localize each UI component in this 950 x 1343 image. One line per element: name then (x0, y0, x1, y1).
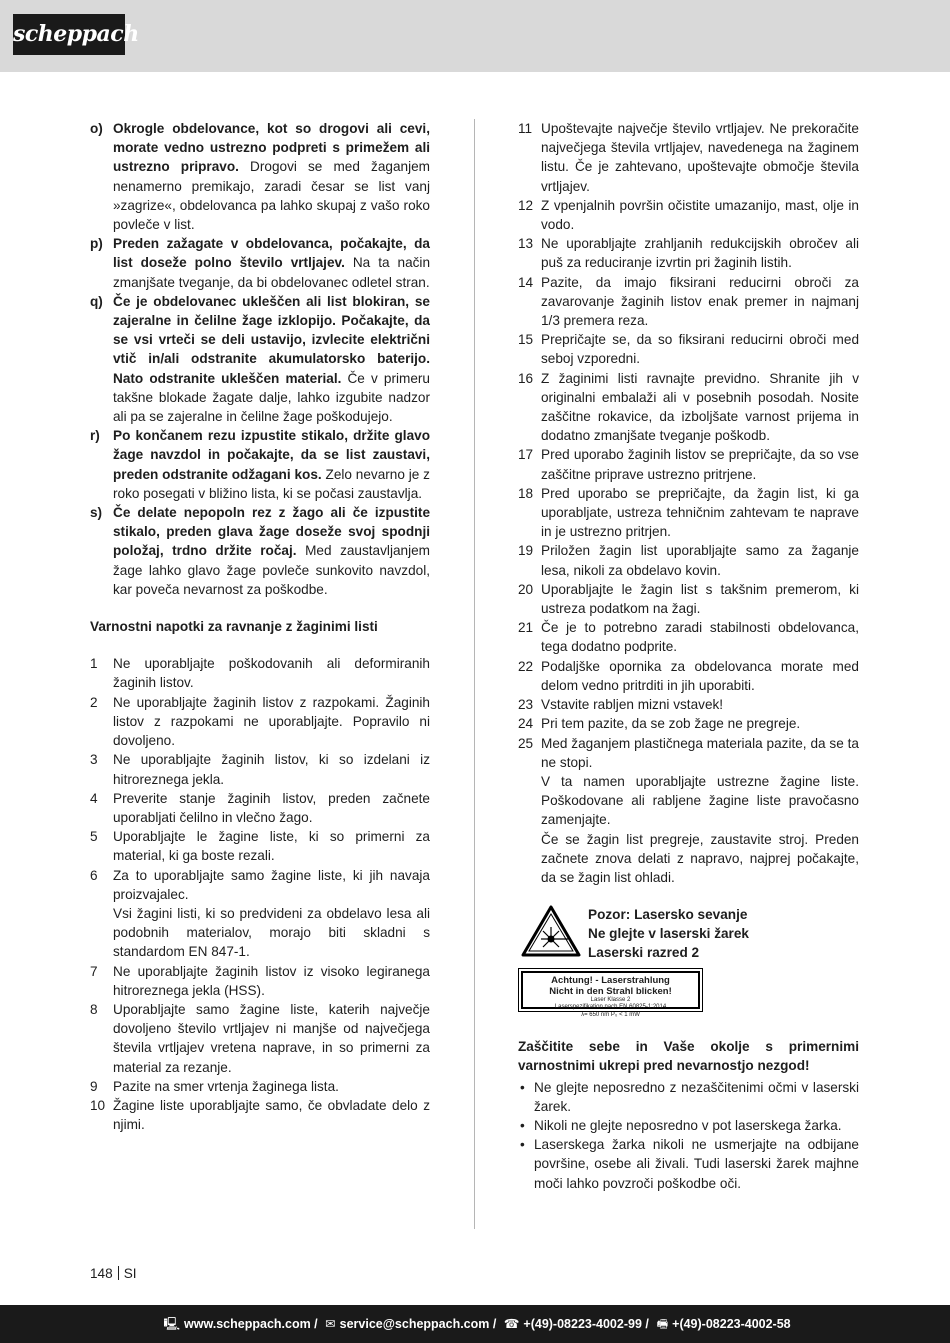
list-item: • Nikoli ne glejte neposredno v pot laserskega žarka. (518, 1116, 859, 1135)
bullet-icon: • (520, 1117, 525, 1133)
list-item: 20 Uporabljajte le žagin list s takšnim premerom, ki ustreza podatkom na žagi. (518, 581, 859, 617)
list-item: 23 Vstavite rabljen mizni vstavek! (518, 697, 724, 713)
list-item: 16 Z žaginimi listi ravnajte previdno. Shranite jih v originalni embalaži ali v posebnih posodah. Nosite zaščitne rokavice, da izboljšate varnost prijema in dodatno zmanjšate tveganje poškodb. (518, 370, 859, 444)
safety-item-p: p) Preden zažagate v obdelovanca, počakajte, da list doseže polno število vrtljajev. Na ta način zmanjšate tveganje, da bi obdelovanec odletel stran. (90, 236, 431, 290)
safety-item-r: r) Po končanem rezu izpustite stikalo, držite glavo žage navzdol in počakajte, da se list zaustavi, preden odstranite odžagani kos. Zelo nevarno je z roko posegati v bližino lista, ki se počasi zaustavlja. (90, 428, 430, 501)
list-item: 2 Ne uporabljajte žaginih listov z razpokami. Žaginih listov z razpokami ne uporabljajte. Popravilo ni dovoljeno. (90, 694, 430, 749)
list-item: 11 Upoštevajte največje število vrtljajev. Ne prekoračite največjega števila vrtljajev, navedenega na žaginem listu. Če je zahtevano, upoštevajte območje števila vrtljajev. (518, 121, 859, 194)
list-item: 1 Ne uporabljajte poškodovanih ali deformiranih žaginih listov. (90, 656, 430, 691)
page-separator (118, 1266, 119, 1280)
list-item: 4 Preverite stanje žaginih listov, preden začnete uporabljati čelilno in vlečno žago. (90, 790, 430, 825)
left-column (90, 119, 430, 1134)
phone-number: +(49)-08223-4002-99 / (523, 1317, 649, 1331)
computer-icon: 🖳 (163, 1317, 181, 1331)
laser-warning-icon (521, 905, 581, 957)
scheppach-logo: scheppach (13, 14, 125, 55)
right-column (518, 119, 859, 1193)
protect-heading: Zaščitite sebe in Vaše okolje s primernimi varnostnimi ukrepi pred nevarnostjo nezgod! (518, 1039, 859, 1074)
list-item: • Laserskega žarka nikoli ne usmerjajte na odbijane površine, osebe ali živali. Tudi laserski žarek majhne moči lahko povzroči poškodbe oči. (520, 1137, 859, 1191)
laser-caution-text: Pozor: Lasersko sevanje Ne glejte v laserski žarek Laserski razred 2 (588, 907, 749, 961)
section-heading: Varnostni napotki za ravnanje z žaginimi listi (90, 619, 378, 635)
phone-icon: ☎ (503, 1317, 520, 1331)
list-item: 10 Žagine liste uporabljajte samo, če obvladate delo z njimi. (90, 1097, 430, 1133)
email-link[interactable]: service@scheppach.com / (339, 1317, 497, 1331)
page-number: 148 SI (90, 1266, 137, 1281)
website-link[interactable]: www.scheppach.com / (184, 1317, 318, 1331)
safety-item-o: o) Okrogle obdelovance, kot so drogovi ali cevi, morate vedno ustrezno podpreti s primežem ali ustrezno pripravo. Drogovi se med žaganjem nenamerno premikajo, zaradi česar se list vanj »zagrize«, obdelovanca pa lahko skupaj z vašo roko povleče v list. (90, 121, 430, 233)
list-item: 17 Pred uporabo žaginih listov se prepričajte, da so vse zaščitne priprave ustrezno pritrjene. (518, 447, 859, 482)
bullet-icon: • (520, 1137, 525, 1153)
list-item: 14 Pazite, da imajo fiksirani reducirni obroči za zavarovanje žaginih listov enak premer in najmanj 1/3 premera reza. (518, 274, 859, 329)
list-item: 8 Uporabljajte samo žagine liste, katerih največje dovoljeno število vrtljajev ni manjše od največjega števila vrtljajev vretena naprave, in so primerni za material za rezanje. (90, 1001, 430, 1075)
list-item: 7 Ne uporabljajte žaginih listov iz visoko legiranega hitroreznega jekla (HSS). (90, 963, 430, 998)
list-item: 21 Če je to potrebno zaradi stabilnosti obdelovanca, tega dodatno podprite. (518, 620, 859, 655)
mail-icon: ✉ (325, 1317, 336, 1331)
list-item: 13 Ne uporabljajte zrahljanih redukcijskih obročev ali puš za reduciranje izvrtin pri žaginih listih. (518, 236, 859, 271)
list-item: 3 Ne uporabljajte žaginih listov, ki so izdelani iz hitroreznega jekla. (90, 752, 430, 787)
list-item: 5 Uporabljajte le žagine liste, ki so primerni za material, ki ga boste rezali. (90, 829, 430, 864)
laser-warning (518, 905, 859, 1023)
fax-number: +(49)-08223-4002-58 (672, 1317, 791, 1331)
list-item: 6 Za to uporabljajte samo žagine liste, ki jih navaja proizvajalec. Vsi žagini listi, ki so predvideni za obdelavo lesa ali podobnih materialov, morajo biti skladni s standardom EN 847-1. (90, 867, 430, 960)
list-item: 15 Prepričajte se, da so fiksirani reducirni obroči med seboj vzporedni. (518, 332, 859, 367)
column-divider (474, 119, 475, 1229)
list-item: 22 Podaljške opornika za obdelovanca morate med delom vedno pritrditi in jih uporabiti. (518, 658, 859, 693)
safety-item-s: s) Če delate nepopoln rez z žago ali če izpustite stikalo, preden glava žage doseže svoj spodnji položaj, trdno držite ročaj. Med zaustavljanjem žage lahko glavo žage povleče sunkovito navzdol, kar poveča nevarnost za poškodbe. (90, 505, 430, 597)
page-header (0, 0, 950, 72)
safety-item-q: q) Če je obdelovanec ukleščen ali list blokiran, se zajeralne in čelilne žage izklopijo. Počakajte, da se vsi vrteči se deli ustavijo, izvlecite električni vtič in/ali odstranite akumulatorsko baterijo. Nato odstranite ukleščen material. Če v primeru takšne blokade žagate dalje, lahko izgubite nadzor ali pa se zajeralne in čelilne žage poškodujejo. (90, 293, 430, 425)
list-item: 25 Med žaganjem plastičnega materiala pazite, da se ta ne stopi. V ta namen uporabljajte ustrezne žagine liste. Poškodovane ali rabljene žagine liste pravočasno zamenjajte. Če se žagin list pregreje, zaustavite stroj. Preden začnete znova delati z napravo, najprej počakajte, da se žagin list ohladi. (518, 735, 859, 885)
fax-icon: 🖷 (656, 1317, 669, 1331)
list-item: 19 Priložen žagin list uporabljajte samo za žaganje lesa, nikoli za obdelavo kovin. (518, 543, 859, 578)
laser-label: Achtung! - Laserstrahlung Nicht in den Strahl blicken! Laser Klasse 2 Laserspezifikation nach EN 60825-1:2014 λ= 650 nm P₀ < 1 mW (521, 971, 700, 1009)
list-item: 18 Pred uporabo se prepričajte, da žagin list, ki ga uporabljate, ustreza tehničnim zahtevam te naprave in je ustrezno pritrjen. (518, 485, 859, 540)
page-footer (0, 1305, 950, 1343)
list-item: 24 Pri tem pazite, da se zob žage ne pregreje. (518, 716, 801, 732)
list-item: 12 Z vpenjalnih površin očistite umazanijo, mast, olje in vodo. (518, 197, 859, 233)
bullet-icon: • (520, 1079, 525, 1095)
list-item: • Ne glejte neposredno z nezaščitenimi očmi v laserski žarek. (520, 1079, 859, 1114)
list-item: 9 Pazite na smer vrtenja žaginega lista. (90, 1078, 339, 1094)
